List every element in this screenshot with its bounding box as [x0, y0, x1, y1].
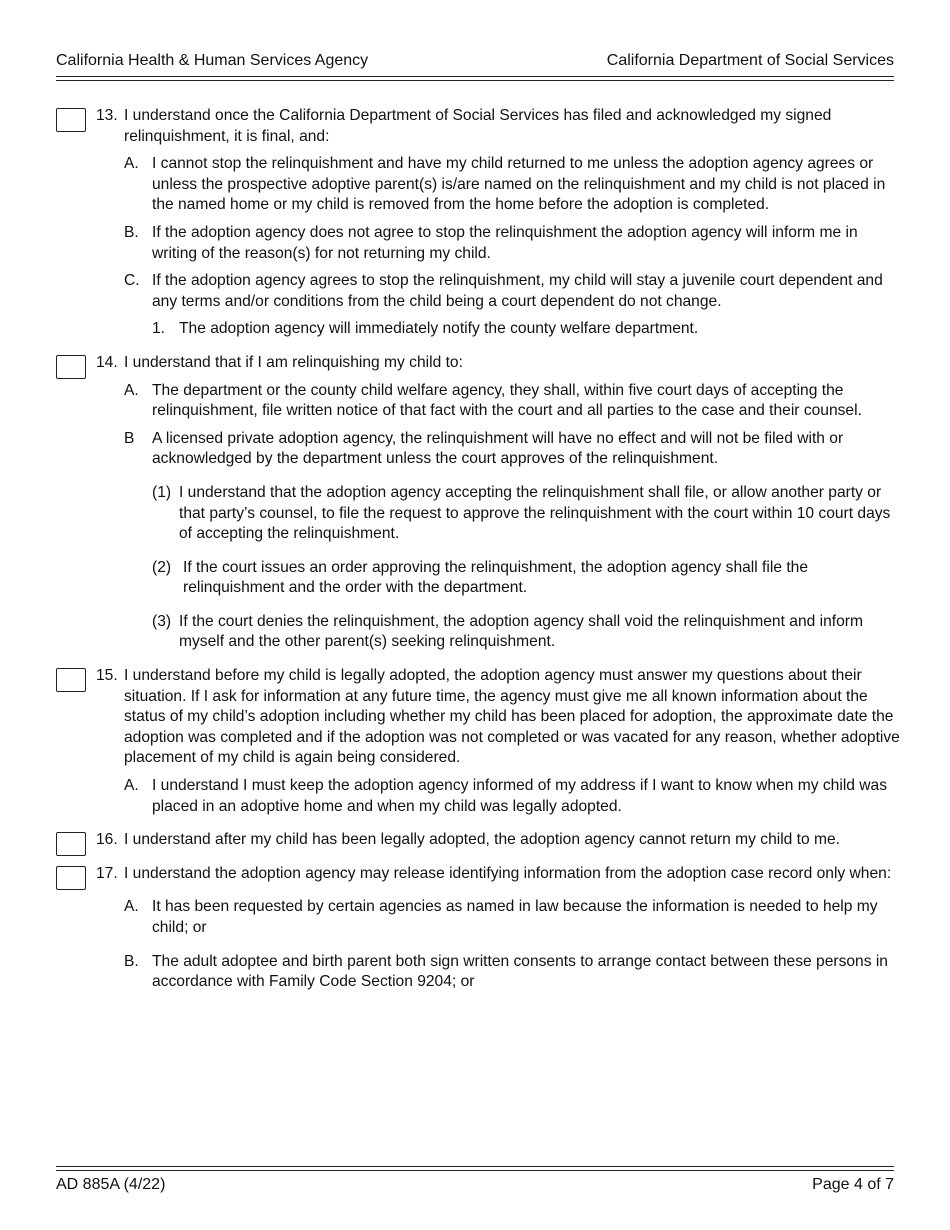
header-rule [56, 76, 894, 81]
footer-rule [56, 1166, 894, 1171]
sub-text: The department or the county child welfare agency, they shall, within five court days of accepting the relinquishment, file written notice of that fact with the court and all parties to the case and their counsel. [152, 381, 862, 420]
page-footer [56, 1175, 894, 1195]
agency-name: California Health & Human Services Agency [56, 52, 369, 69]
item-15 [0, 666, 950, 817]
item-number: 17. [96, 864, 118, 882]
sub-label: A. [124, 155, 139, 173]
item-text: I understand after my child has been legally adopted, the adoption agency cannot return my child to me. [124, 831, 841, 849]
sub-text: The adult adoptee and birth parent both sign written consents to arrange contact between these persons in accordance with Family Code Section 9204; or [152, 952, 888, 991]
sub-label: C. [124, 272, 140, 290]
item-number: 13. [96, 107, 118, 124]
page-header [56, 51, 894, 71]
sub-text: I understand I must keep the adoption agency informed of my address if I want to know when my child was placed in an adoptive home and when my child was legally adopted. [152, 777, 888, 815]
paren-label: (3) [152, 612, 172, 630]
paren-label: (2) [152, 558, 172, 576]
item-text: I understand once the California Department of Social Services has filed and acknowledged my signed relinquishment, it is final, and: [124, 107, 832, 145]
subsub-text: The adoption agency will immediately notify the county welfare department. [179, 320, 699, 338]
sub-text: If the adoption agency agrees to stop the relinquishment, my child will stay a juvenile court dependent and any terms and/or conditions from the child being a court dependent do not change. [152, 272, 883, 310]
form-body [0, 106, 950, 1000]
department-name: California Department of Social Services [606, 52, 894, 69]
item-number: 16. [96, 831, 118, 849]
page-number: Page 4 of 7 [812, 1176, 894, 1193]
item-13 [0, 106, 950, 340]
paren-text: I understand that the adoption agency accepting the relinquishment shall file, or allow another party or that party’s counsel, to file the request to approve the relinquishment with the court within 10 court days of accepting the relinquishment. [179, 483, 891, 543]
sub-label: B [124, 429, 135, 447]
sub-text: A licensed private adoption agency, the relinquishment will have no effect and will not be filed with or acknowledged by the department unless the court approves of the relinquishment. [152, 429, 844, 468]
form-id: AD 885A (4/22) [56, 1176, 166, 1193]
sub-text: It has been requested by certain agencies as named in law because the information is needed to help my child; or [152, 898, 878, 936]
sub-label: B. [124, 952, 139, 970]
paren-text: If the court issues an order approving the relinquishment, the adoption agency shall file the relinquishment and the order with the department. [183, 558, 808, 597]
item-17 [0, 864, 950, 993]
item-16 [0, 830, 950, 851]
item-text: I understand before my child is legally adopted, the adoption agency must answer my questions about their situation. If I ask for information at any future time, the agency must give me all known information about the status of my child’s adoption including whether my child has been placed for adoption, the approximate date the adoption was completed and if the adoption was not completed or was vacated for any reason, whether adoptive placement of my child is again being considered. [124, 667, 900, 767]
item-text: I understand that if I am relinquishing my child to: [124, 353, 463, 371]
subsub-label: 1. [152, 320, 166, 338]
item-text: I understand the adoption agency may release identifying information from the adoption case record only when: [124, 864, 892, 882]
sub-label: A. [124, 381, 139, 399]
sub-label: B. [124, 223, 139, 241]
paren-label: (1) [152, 483, 172, 501]
item-number: 14. [96, 353, 118, 371]
sub-label: A. [124, 777, 139, 795]
item-14 [0, 353, 950, 653]
paren-text: If the court denies the relinquishment, the adoption agency shall void the relinquishment and inform myself and the other parent(s) seeking relinquishment. [179, 612, 863, 651]
sub-text: I cannot stop the relinquishment and have my child returned to me unless the adoption agency agrees or unless the prospective adoptive parent(s) is/are named on the relinquishment and my child is not placed in the named home or my child is removed from the home before the adoption is completed. [152, 155, 886, 214]
item-number: 15. [96, 667, 118, 685]
sub-text: If the adoption agency does not agree to stop the relinquishment the adoption agency will inform me in writing of the reason(s) for not returning my child. [152, 223, 858, 262]
sub-label: A. [124, 898, 139, 916]
